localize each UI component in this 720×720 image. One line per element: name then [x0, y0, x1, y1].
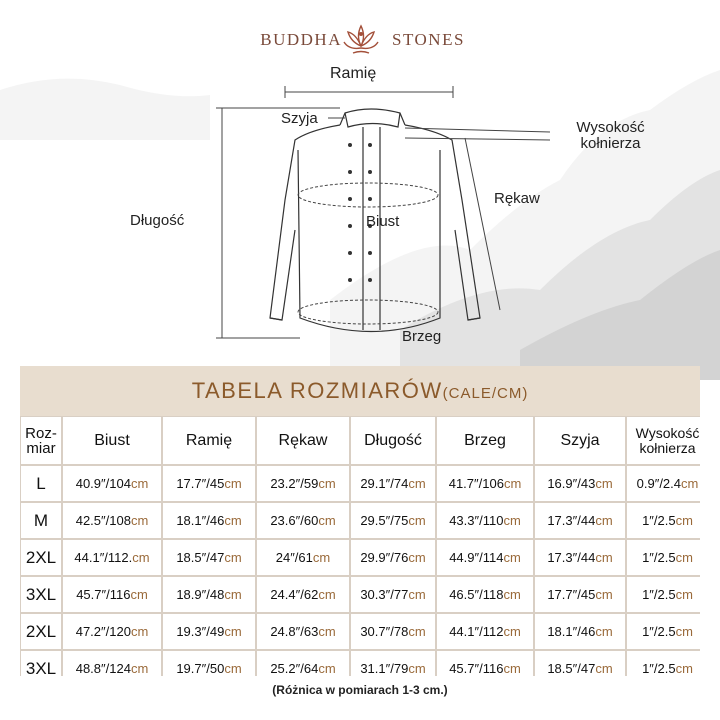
measurement-value: 40.9″/104 [75, 476, 131, 491]
table-unit-suffix: (CALE/CM) [442, 385, 529, 402]
measurement-value: 0.9″/2.4 [636, 476, 681, 491]
label-chest: Biust [366, 213, 400, 230]
unit-cm: cm [681, 476, 699, 491]
brand-name-left: BUDDHA [260, 30, 342, 49]
unit-cm: cm [224, 661, 242, 676]
measurement-cell [163, 540, 255, 575]
unit-cm: cm [595, 476, 613, 491]
unit-cm: cm [675, 587, 693, 602]
measurement-cell [535, 466, 625, 501]
label-length: Długość [130, 212, 185, 229]
measurement-cell [257, 577, 349, 612]
size-label-cell: 3XL [21, 651, 61, 686]
unit-cm: cm [312, 550, 331, 565]
unit-cm: cm [595, 587, 613, 602]
measurement-value: 24.8″/63 [270, 624, 319, 639]
table-title-text: TABELA ROZMIARÓW [191, 378, 443, 403]
unit-cm: cm [408, 476, 426, 491]
unit-cm: cm [318, 661, 336, 676]
measurement-value: 18.1″/46 [547, 624, 596, 639]
measurement-value: 17.7″/45 [547, 587, 596, 602]
measurement-cell [257, 614, 349, 649]
measurement-value: 47.2″/120 [75, 624, 131, 639]
unit-cm: cm [318, 624, 336, 639]
measurement-cell [163, 503, 255, 538]
measurement-value: 23.2″/59 [270, 476, 319, 491]
measurement-value: 45.7″/116 [449, 661, 504, 676]
measurement-cell [63, 503, 161, 538]
measurement-value: 46.5″/118 [449, 587, 504, 602]
measurement-value: 1″/2.5 [642, 587, 676, 602]
unit-cm: cm [408, 550, 426, 565]
table-header-cell: Rękaw [257, 417, 349, 464]
measurement-cell [437, 577, 533, 612]
unit-cm: cm [595, 513, 613, 528]
measurement-cell [63, 651, 161, 686]
unit-cm: cm [318, 513, 336, 528]
measurement-cell [437, 540, 533, 575]
measurement-cell [351, 614, 435, 649]
measurement-cell [627, 577, 708, 612]
measurement-cell [257, 540, 349, 575]
table-header-cell: Szyja [535, 417, 625, 464]
measurement-cell [351, 503, 435, 538]
unit-cm: cm [224, 624, 242, 639]
measurement-cell [63, 614, 161, 649]
measurement-cell [163, 614, 255, 649]
unit-cm: cm [130, 476, 149, 491]
unit-cm: cm [224, 476, 242, 491]
unit-cm: cm [408, 587, 426, 602]
unit-cm: cm [224, 513, 242, 528]
measurement-value: 44.1″/112 [449, 624, 504, 639]
measurement-value: 31.1″/79 [360, 661, 409, 676]
table-title [20, 378, 700, 404]
size-label-cell: 2XL [21, 540, 61, 575]
unit-cm: cm [503, 550, 521, 565]
measurement-value: 1″/2.5 [642, 550, 676, 565]
unit-cm: cm [595, 550, 613, 565]
unit-cm: cm [503, 476, 522, 491]
measurement-value: 23.6″/60 [270, 513, 319, 528]
measurement-cell [63, 540, 161, 575]
measurement-cell [535, 540, 625, 575]
measurement-value: 30.3″/77 [360, 587, 409, 602]
size-grid [20, 416, 700, 676]
measurement-cell [535, 577, 625, 612]
unit-cm: cm [130, 624, 149, 639]
measurement-value: 44.1″/112. [74, 550, 133, 565]
table-title-bar [20, 366, 700, 416]
unit-cm: cm [224, 587, 242, 602]
label-hem: Brzeg [402, 328, 442, 345]
measurement-value: 18.9″/48 [176, 587, 225, 602]
size-label-cell: L [21, 466, 61, 501]
unit-cm: cm [503, 587, 521, 602]
unit-cm: cm [408, 513, 426, 528]
measurement-cell [257, 466, 349, 501]
label-shoulder: Ramię [330, 65, 377, 82]
measurement-value: 18.1″/46 [176, 513, 225, 528]
unit-cm: cm [132, 550, 150, 565]
measurement-value: 24.4″/62 [270, 587, 319, 602]
unit-cm: cm [318, 476, 336, 491]
brand-name-right: STONES [392, 30, 465, 49]
measurement-cell [627, 466, 708, 501]
measurement-value: 1″/2.5 [642, 624, 676, 639]
measurement-cell [437, 614, 533, 649]
unit-cm: cm [503, 661, 521, 676]
measurement-cell [351, 651, 435, 686]
measurement-cell [163, 651, 255, 686]
measurement-value: 18.5″/47 [547, 661, 596, 676]
measurement-cell [437, 466, 533, 501]
measurement-value: 17.3″/44 [547, 513, 596, 528]
measurement-value: 29.9″/76 [360, 550, 409, 565]
measurement-cell [535, 614, 625, 649]
measurement-footnote: (Różnica w pomiarach 1-3 cm.) [272, 683, 448, 697]
unit-cm: cm [503, 513, 521, 528]
measurement-value: 24″/61 [275, 550, 313, 565]
unit-cm: cm [318, 587, 336, 602]
measurement-cell [535, 503, 625, 538]
measurement-value: 18.5″/47 [176, 550, 225, 565]
measurement-cell [627, 614, 708, 649]
unit-cm: cm [130, 587, 148, 602]
unit-cm: cm [675, 624, 693, 639]
unit-cm: cm [595, 624, 613, 639]
measurement-value: 19.3″/49 [176, 624, 225, 639]
unit-cm: cm [408, 624, 426, 639]
measurement-value: 42.5″/108 [75, 513, 131, 528]
size-label-cell: 2XL [21, 614, 61, 649]
measurement-cell [257, 651, 349, 686]
unit-cm: cm [675, 661, 693, 676]
measurement-cell [351, 540, 435, 575]
table-header-cell: Ramię [163, 417, 255, 464]
measurement-value: 30.7″/78 [360, 624, 409, 639]
measurement-cell [163, 466, 255, 501]
measurement-cell [437, 503, 533, 538]
measurement-value: 16.9″/43 [547, 476, 596, 491]
unit-cm: cm [675, 550, 693, 565]
label-sleeve: Rękaw [494, 190, 540, 207]
unit-cm: cm [503, 624, 521, 639]
measurement-cell [351, 577, 435, 612]
measurement-value: 43.3″/110 [449, 513, 504, 528]
table-header-cell: Brzeg [437, 417, 533, 464]
measurement-cell [63, 466, 161, 501]
measurement-value: 19.7″/50 [176, 661, 225, 676]
measurement-value: 29.1″/74 [360, 476, 409, 491]
measurement-cell [163, 577, 255, 612]
measurement-value: 45.7″/116 [76, 587, 131, 602]
measurement-cell [627, 503, 708, 538]
measurement-cell [627, 651, 708, 686]
size-label-cell: M [21, 503, 61, 538]
unit-cm: cm [595, 661, 613, 676]
measurement-value: 17.7″/45 [176, 476, 225, 491]
measurement-value: 41.7″/106 [448, 476, 504, 491]
unit-cm: cm [224, 550, 242, 565]
measurement-cell [63, 577, 161, 612]
label-collar-height: Wysokość kołnierza [576, 119, 645, 152]
size-label-cell: 3XL [21, 577, 61, 612]
measurement-value: 29.5″/75 [360, 513, 409, 528]
table-header-cell: Biust [63, 417, 161, 464]
measurement-cell [627, 540, 708, 575]
size-table [20, 366, 700, 676]
measurement-value: 1″/2.5 [642, 661, 676, 676]
measurement-cell [437, 651, 533, 686]
measurement-cell [351, 466, 435, 501]
measurement-value: 25.2″/64 [270, 661, 319, 676]
measurement-value: 1″/2.5 [642, 513, 676, 528]
measurement-cell [535, 651, 625, 686]
unit-cm: cm [130, 513, 149, 528]
measurement-value: 48.8″/124 [75, 661, 131, 676]
measurement-value: 44.9″/114 [449, 550, 504, 565]
measurement-value: 17.3″/44 [547, 550, 596, 565]
unit-cm: cm [675, 513, 693, 528]
table-header-cell: Wysokość kołnierza [627, 417, 708, 464]
table-header-cell: Długość [351, 417, 435, 464]
unit-cm: cm [408, 661, 426, 676]
unit-cm: cm [130, 661, 149, 676]
measurement-cell [257, 503, 349, 538]
table-header-cell: Roz-miar [21, 417, 61, 464]
label-neck: Szyja [281, 110, 318, 127]
